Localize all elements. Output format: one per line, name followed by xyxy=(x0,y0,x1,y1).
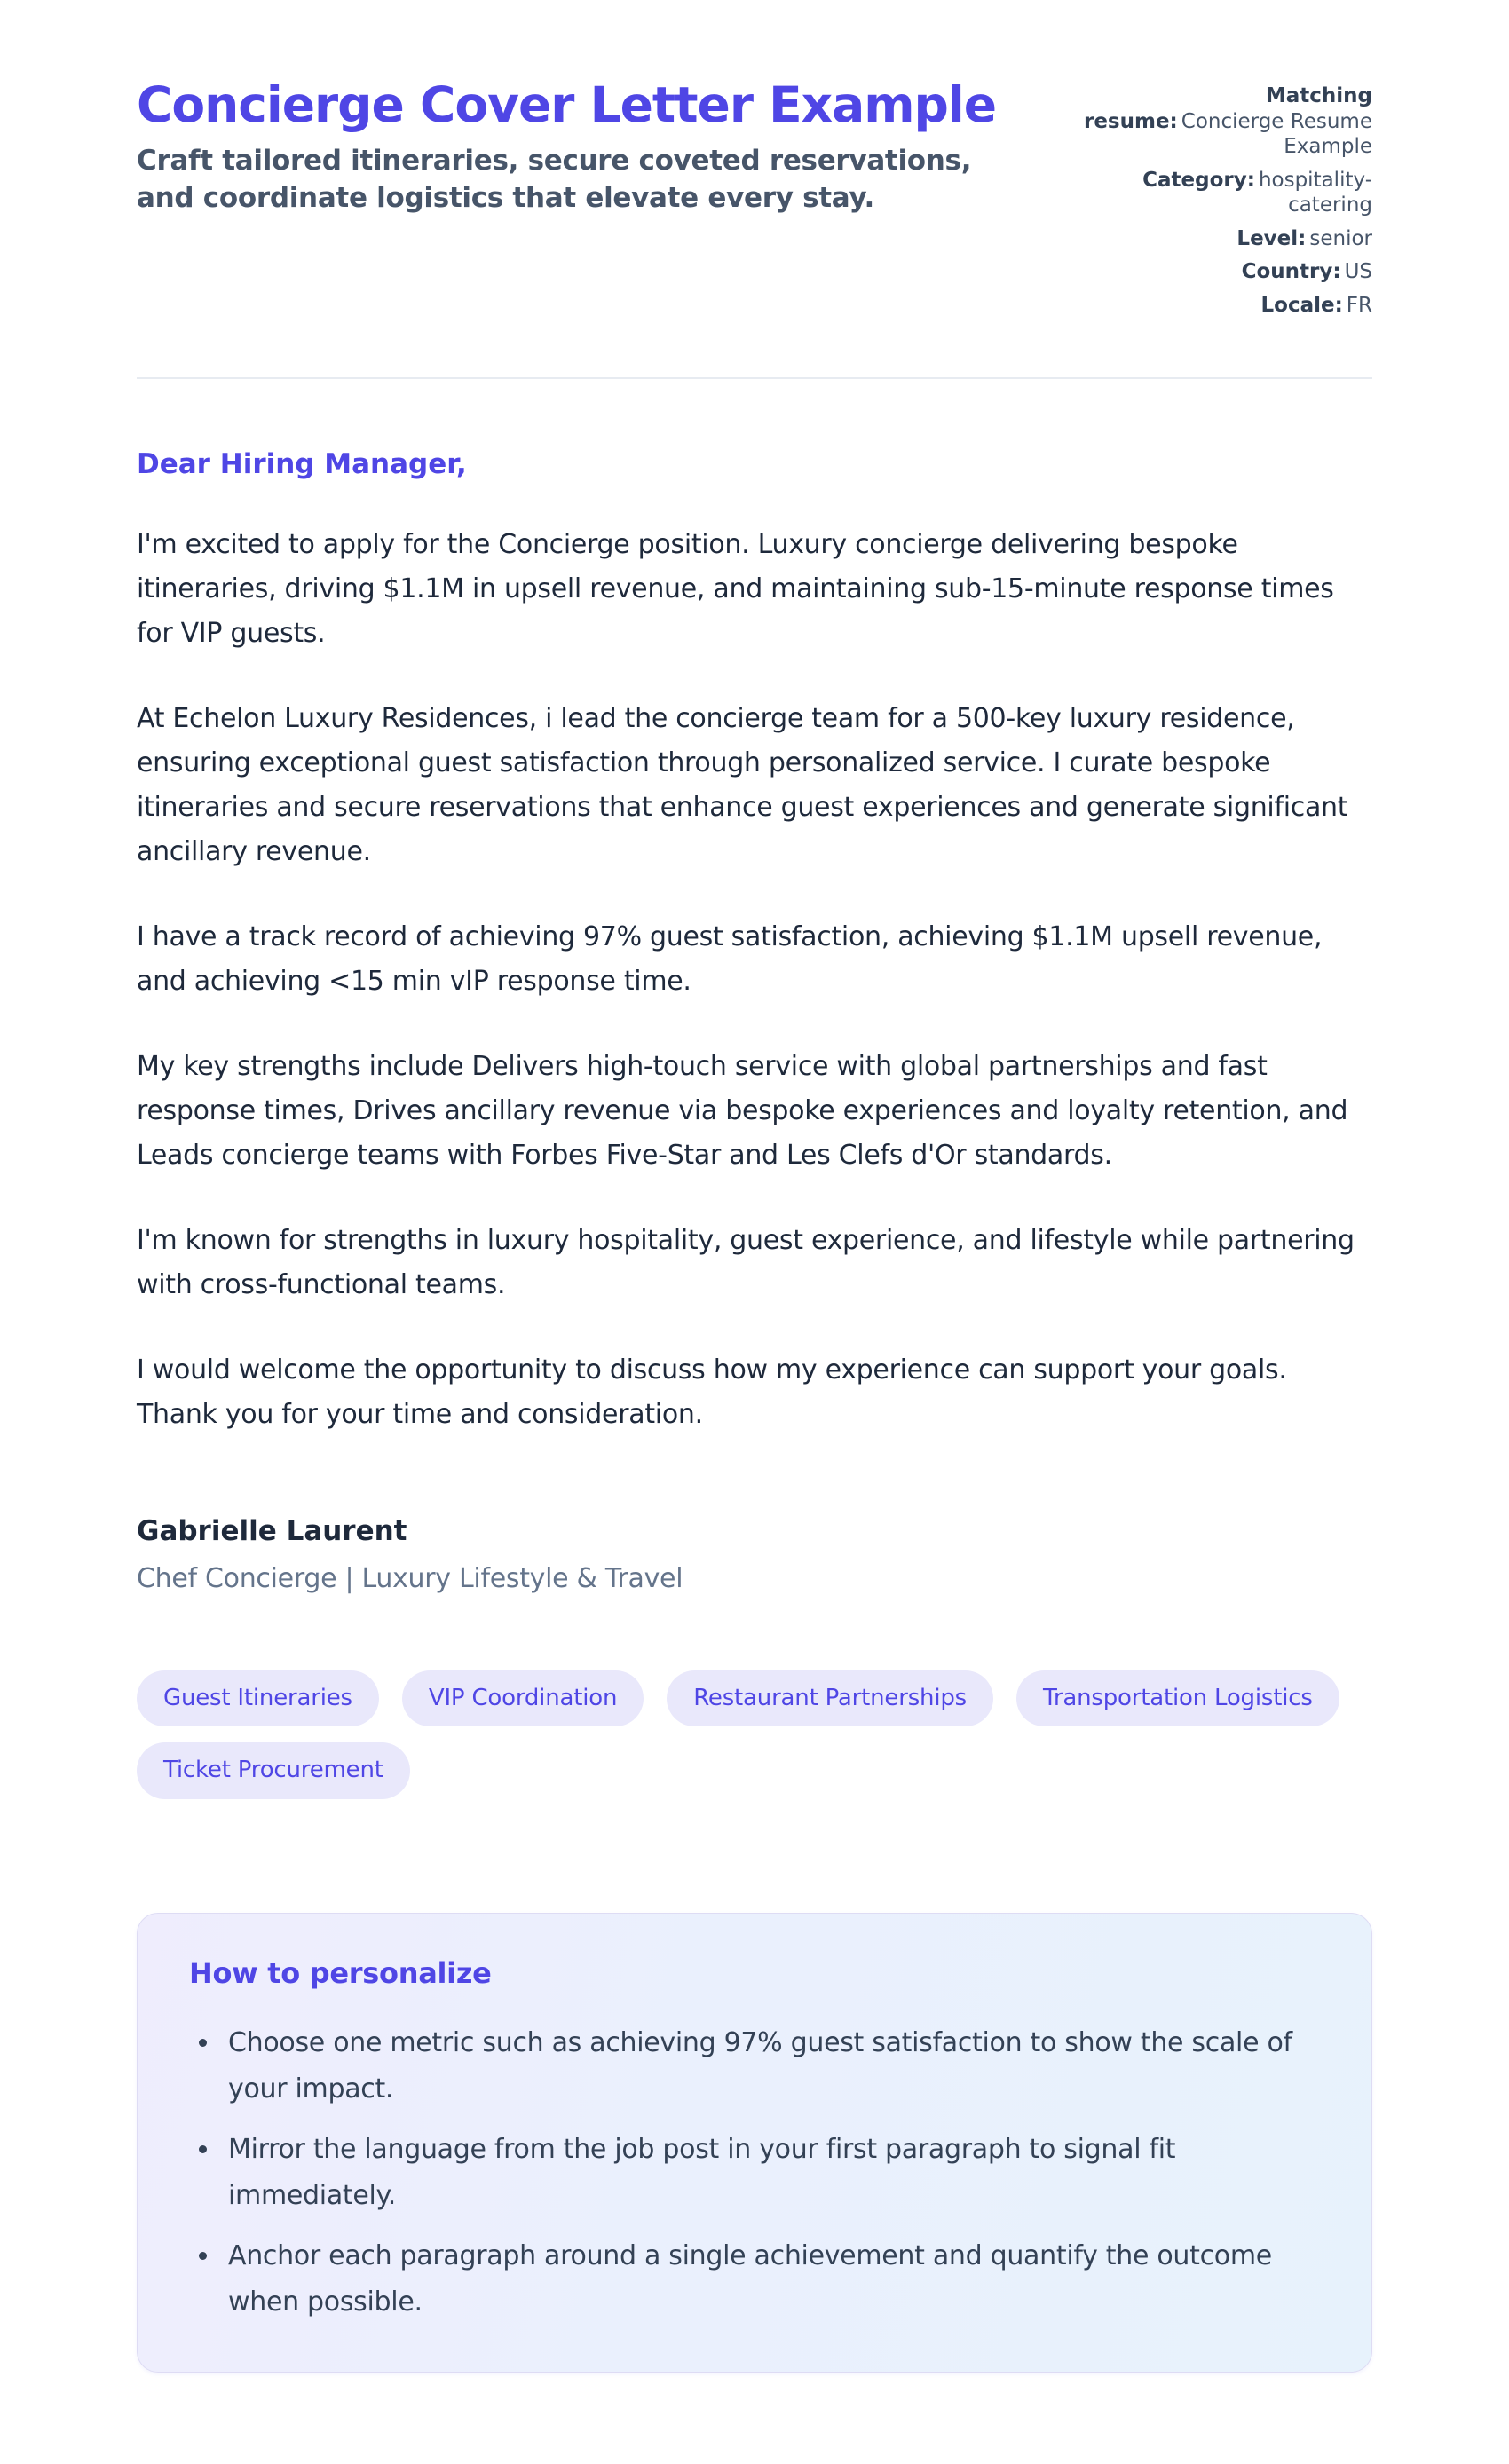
skill-tags xyxy=(137,1670,1372,1798)
tag-pill: Ticket Procurement xyxy=(137,1742,410,1798)
personalize-title: How to personalize xyxy=(189,1955,492,1990)
tip-item: • Anchor each paragraph around a single achievement and quantify the outcome when possible. xyxy=(221,2233,1320,2326)
meta-value: FR xyxy=(1346,293,1372,317)
letter-paragraph: My key strengths include Delivers high-touch service with global partnerships and fast response times, Drives ancillary revenue via bespoke experiences and loyalty retention, and Leads concierge teams with Forbes Five-Star and Les Clefs d'Or standards. xyxy=(137,1051,1348,1172)
tag-pill: VIP Coordination xyxy=(402,1670,644,1726)
page-header xyxy=(137,78,1372,326)
meta-row-level xyxy=(1062,226,1372,252)
meta-value: Concierge Resume Example xyxy=(1181,109,1372,159)
letter-paragraph: I'm known for strengths in luxury hospitality, guest experience, and lifestyle while partnering with cross-functional teams. xyxy=(137,1225,1355,1301)
page-subtitle: Craft tailored itineraries, secure coveted reservations, and coordinate logistics that elevate every stay. xyxy=(137,144,972,215)
meta-label: Locale: xyxy=(1260,293,1343,317)
tag-pill: Restaurant Partnerships xyxy=(667,1670,993,1726)
letter-greeting: Dear Hiring Manager, xyxy=(137,448,467,481)
meta-value: hospitality-catering xyxy=(1258,168,1372,217)
letter-paragraph: I would welcome the opportunity to discuss how my experience can support your goals. Thank you for your time and consideration. xyxy=(137,1354,1287,1431)
tip-item: • Mirror the language from the job post in your first paragraph to signal fit immediately. xyxy=(221,2127,1320,2219)
tag-pill: Transportation Logistics xyxy=(1016,1670,1339,1726)
meta-value: senior xyxy=(1309,226,1372,250)
personalize-callout xyxy=(137,1913,1372,2373)
cover-letter-page xyxy=(137,0,1372,2373)
personalize-tip-list xyxy=(189,2020,1320,2326)
signature-name: Gabrielle Laurent xyxy=(137,1515,407,1548)
page-title: Concierge Cover Letter Example xyxy=(137,76,997,133)
meta-label: Level: xyxy=(1236,226,1307,250)
meta-row-category xyxy=(1062,168,1372,218)
meta-label: Country: xyxy=(1241,260,1341,284)
meta-label: Matching resume: xyxy=(1083,84,1372,133)
tip-item: • Choose one metric such as achieving 97% guest satisfaction to show the scale of your impact. xyxy=(221,2020,1320,2113)
header-title-block xyxy=(137,78,1033,217)
tag-pill: Guest Itineraries xyxy=(137,1670,379,1726)
header-divider xyxy=(137,377,1372,379)
letter-paragraph: I have a track record of achieving 97% guest satisfaction, achieving $1.1M upsell revenue, and achieving <15 min vIP response time. xyxy=(137,921,1323,998)
meta-row-matching-resume xyxy=(1062,83,1372,160)
letter-paragraph: I'm excited to apply for the Concierge position. Luxury concierge delivering bespoke itineraries, driving $1.1M in upsell revenue, and maintaining sub-15-minute response times for VIP guests. xyxy=(137,529,1334,650)
signature-role: Chef Concierge | Luxury Lifestyle & Travel xyxy=(137,1563,683,1595)
letter-paragraph: At Echelon Luxury Residences, i lead the concierge team for a 500-key luxury residence, ensuring exceptional guest satisfaction through personalized service. I curate bespoke itineraries and secure reservations that enhance guest experiences and generate significant ancillary revenue. xyxy=(137,703,1348,868)
meta-label: Category: xyxy=(1142,168,1255,192)
meta-value: US xyxy=(1344,260,1372,284)
meta-row-country xyxy=(1062,259,1372,285)
meta-row-locale xyxy=(1062,293,1372,319)
resume-meta-panel xyxy=(1062,78,1372,326)
letter-body xyxy=(137,448,1372,1594)
signature-block xyxy=(137,1515,1372,1594)
